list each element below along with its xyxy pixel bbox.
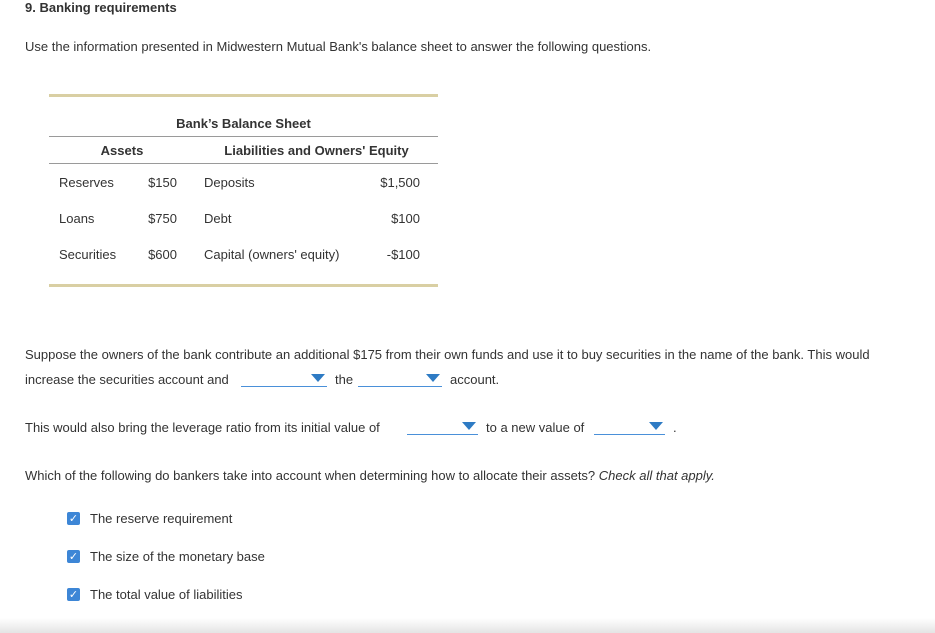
- question2-text-a: This would also bring the leverage ratio from its initial value of: [25, 420, 380, 435]
- question3-prompt: [25, 468, 715, 483]
- checkbox-checked-icon[interactable]: ✓: [68, 512, 79, 525]
- asset-label: Loans: [59, 211, 95, 226]
- liability-value: $100: [391, 211, 420, 226]
- option-label: The size of the monetary base: [90, 549, 265, 564]
- question2-text-c: .: [673, 420, 677, 435]
- new-leverage-dropdown[interactable]: [594, 418, 665, 435]
- balance-sheet-header-rule: [49, 163, 438, 164]
- balance-sheet-title: Bank’s Balance Sheet: [176, 116, 311, 131]
- asset-label: Securities: [59, 247, 117, 262]
- balance-sheet-top-rule: [49, 94, 438, 97]
- asset-value: $750: [148, 211, 177, 226]
- question3-instruction: Check all that apply.: [598, 468, 715, 483]
- question1-line1: Suppose the owners of the bank contribute an additional $175 from their own funds and use it to buy securities in the name of the bank. This would: [25, 347, 870, 362]
- assets-header: Assets: [100, 143, 144, 158]
- intro-text: Use the information presented in Midwestern Mutual Bank's balance sheet to answer the following questions.: [25, 39, 652, 54]
- bottom-shadow: [0, 618, 935, 633]
- liability-label: Capital (owners' equity): [204, 247, 340, 262]
- liabilities-header: Liabilities and Owners' Equity: [224, 143, 409, 158]
- initial-leverage-dropdown[interactable]: [407, 418, 478, 435]
- chevron-down-icon: [462, 422, 476, 430]
- question2-text-b: to a new value of: [486, 420, 585, 435]
- option-label: The total value of liabilities: [90, 587, 243, 602]
- asset-value: $150: [148, 175, 177, 190]
- question1-text-c: account.: [450, 372, 500, 387]
- checkbox-checked-icon[interactable]: ✓: [68, 588, 79, 601]
- account-type-dropdown[interactable]: [358, 370, 442, 387]
- balance-sheet-title-rule: [49, 136, 438, 137]
- liability-value: $1,500: [380, 175, 420, 190]
- option-label: The reserve requirement: [90, 511, 233, 526]
- asset-label: Reserves: [59, 175, 114, 190]
- chevron-down-icon: [649, 422, 663, 430]
- liability-value: -$100: [386, 247, 420, 262]
- question-title: 9. Banking requirements: [25, 0, 177, 15]
- balance-sheet-bottom-rule: [49, 284, 438, 287]
- question1-text-a: increase the securities account and: [25, 372, 229, 387]
- question1-text-b: the: [335, 372, 354, 387]
- liability-label: Deposits: [204, 175, 255, 190]
- checkbox-checked-icon[interactable]: ✓: [68, 550, 79, 563]
- liability-label: Debt: [204, 211, 232, 226]
- chevron-down-icon: [426, 374, 440, 382]
- chevron-down-icon: [311, 374, 325, 382]
- account-effect-dropdown[interactable]: [241, 370, 327, 387]
- question3-prompt-text: Which of the following do bankers take into account when determining how to allocate their assets?: [25, 468, 596, 483]
- asset-value: $600: [148, 247, 177, 262]
